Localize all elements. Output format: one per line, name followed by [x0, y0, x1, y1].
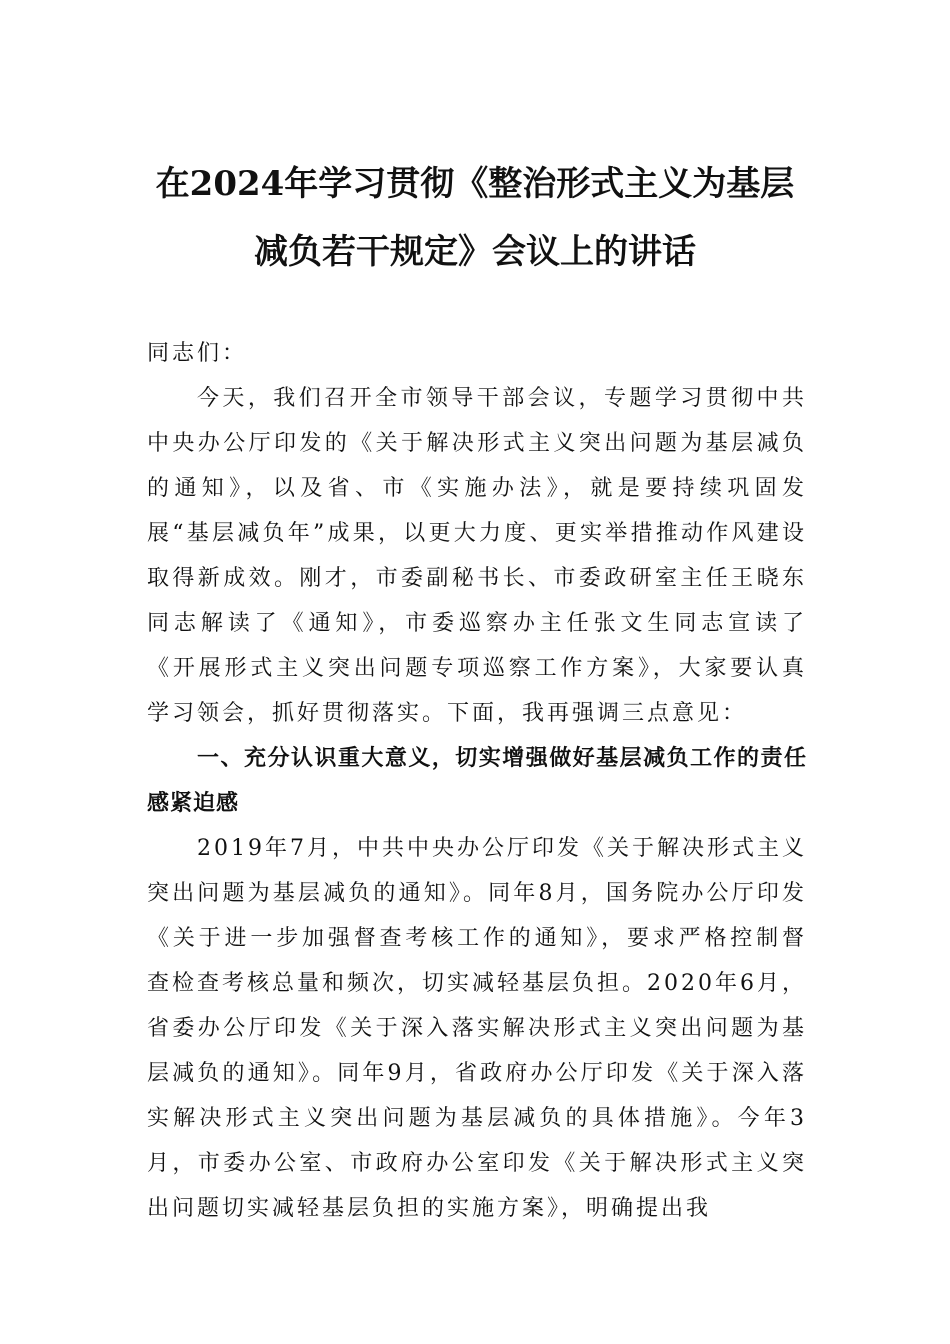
document-body: [147, 331, 807, 1231]
paragraph-history: 2019年7月，中共中央办公厅印发《关于解决形式主义突出问题为基层减负的通知》。同年8月，国务院办公厅印发《关于进一步加强督查考核工作的通知》，要求严格控制督查检查考核总量和频次，切实减轻基层负担。2020年6月，省委办公厅印发《关于深入落实解决形式主义突出问题为基层减负的通知》。同年9月，省政府办公厅印发《关于深入落实解决形式主义突出问题为基层减负的具体措施》。今年3月，市委办公室、市政府办公室印发《关于解决形式主义突出问题切实减轻基层负担的实施方案》，明确提出我: [147, 836, 807, 1221]
paragraph-opening: 今天，我们召开全市领导干部会议，专题学习贯彻中共中央办公厅印发的《关于解决形式主义突出问题为基层减负的通知》，以及省、市《实施办法》，就是要持续巩固发展“基层减负年”成果，以更大力度、更实举措推动作风建设取得新成效。刚才，市委副秘书长、市委政研室主任王晓东同志解读了《通知》，市委巡察办主任张文生同志宣读了《开展形式主义突出问题专项巡察工作方案》，大家要认真学习领会，抓好贯彻落实。下面，我再强调三点意见：: [147, 386, 807, 726]
salutation: 同志们：: [147, 341, 248, 366]
document-title-line-2: 减负若干规定》会议上的讲话: [254, 232, 696, 272]
document-title-line-1: 在2024年学习贯彻《整治形式主义为基层: [155, 164, 795, 204]
section-heading-1: 一、充分认识重大意义，切实增强做好基层减负工作的责任感紧迫感: [147, 746, 807, 816]
